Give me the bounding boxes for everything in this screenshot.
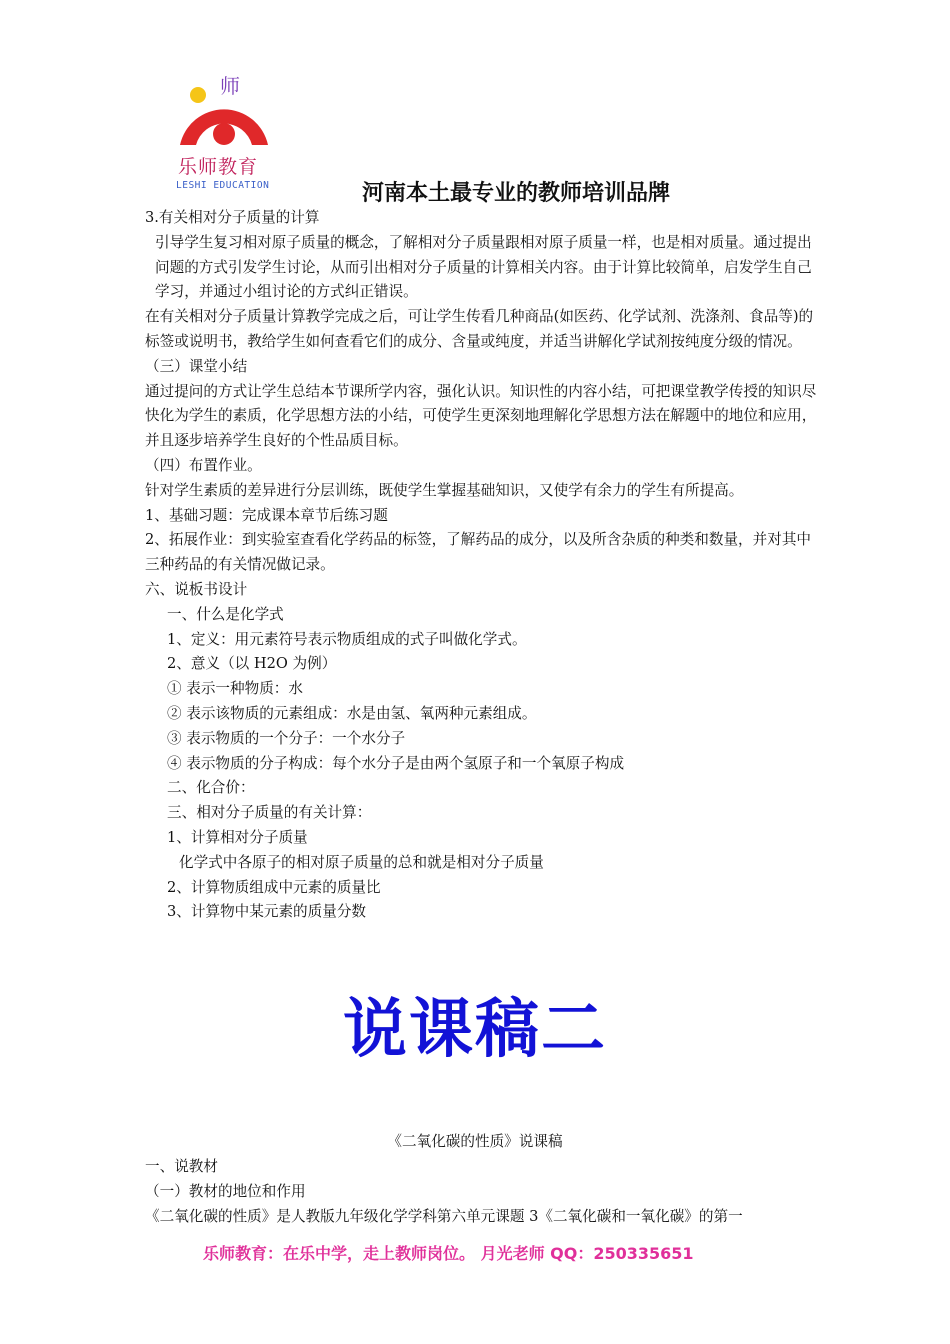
board-line: ① 表示一种物质：水 xyxy=(167,680,303,698)
paragraph: 针对学生素质的差异进行分层训练，既使学生掌握基础知识，又使学有余力的学生有所提高。 xyxy=(145,481,744,499)
board-line: ② 表示该物质的元素组成：水是由氢、氧两种元素组成。 xyxy=(167,704,537,722)
document-body xyxy=(145,206,820,925)
board-line: 3、计算物中某元素的质量分数 xyxy=(167,903,367,921)
paragraph: 1、基础习题：完成课本章节后练习题 xyxy=(145,506,388,524)
heading: （四）布置作业。 xyxy=(145,456,262,474)
logo-name-cn: 乐师教育 xyxy=(178,156,259,178)
paragraph: 3.有关相对分子质量的计算 xyxy=(145,209,320,226)
board-line: 1、定义：用元素符号表示物质组成的式子叫做化学式。 xyxy=(167,630,527,648)
board-line: 2、意义（以 H2O 为例） xyxy=(167,655,337,673)
footer-text: 乐师教育：在乐中学，走上教师岗位。 月光老师 QQ：250335651 xyxy=(203,1244,694,1263)
heading: 六、说板书设计 xyxy=(145,580,248,598)
document-body-2 xyxy=(145,1155,825,1229)
document-subtitle: 《二氧化碳的性质》说课稿 xyxy=(387,1133,563,1150)
logo-char: 师 xyxy=(220,74,240,98)
board-line: 二、化合价： xyxy=(167,779,255,797)
board-line: 1、计算相对分子质量 xyxy=(167,828,308,846)
board-line: ④ 表示物质的分子构成：每个水分子是由两个氢原子和一个氧原子构成 xyxy=(167,754,625,772)
logo-name-en: LESHI EDUCATION xyxy=(176,180,270,191)
paragraph: 2、拓展作业：到实验室查看化学药品的标签，了解药品的成分，以及所含杂质的种类和数量，并对其中三种药品的有关情况做记录。 xyxy=(145,531,812,574)
heading: （一）教材的地位和作用 xyxy=(145,1182,306,1200)
board-line: 一、什么是化学式 xyxy=(167,605,284,623)
leshi-logo xyxy=(168,70,278,195)
board-line: 2、计算物质组成中元素的质量比 xyxy=(167,878,381,896)
paragraph: 《二氧化碳的性质》是人教版九年级化学学科第六单元课题 3《二氧化碳和一氧化碳》的第一 xyxy=(145,1207,743,1225)
heading: 一、说教材 xyxy=(145,1158,218,1175)
paragraph: 引导学生复习相对原子质量的概念，了解相对分子质量跟相对原子质量一样，也是相对质量。通过提出问题的方式引发学生讨论，从而引出相对分子质量的计算相关内容。由于计算比较简单，启发学生自己学习，并通过小组讨论的方式纠正错误。 xyxy=(155,233,812,301)
board-line: 化学式中各原子的相对原子质量的总和就是相对分子质量 xyxy=(179,853,544,871)
board-line: ③ 表示物质的一个分子：一个水分子 xyxy=(167,729,406,747)
board-line: 三、相对分子质量的有关计算： xyxy=(167,804,372,822)
logo-mark-icon xyxy=(168,70,278,160)
section-title: 说课稿二 xyxy=(343,993,607,1067)
heading: （三）课堂小结 xyxy=(145,357,248,375)
paragraph: 通过提问的方式让学生总结本节课所学内容，强化认识。知识性的内容小结，可把课堂教学传授的知识尽快化为学生的素质，化学思想方法的小结，可使学生更深刻地理解化学思想方法在解题中的地位和应用，并且逐步培养学生良好的个性品质目标。 xyxy=(145,382,817,450)
brand-slogan: 河南本土最专业的教师培训品牌 xyxy=(362,181,671,206)
paragraph: 在有关相对分子质量计算教学完成之后，可让学生传看几种商品(如医药、化学试剂、洗涤剂、食品等)的标签或说明书，教给学生如何查看它们的成分、含量或纯度，并适当讲解化学试剂按纯度分级的情况。 xyxy=(145,308,814,350)
